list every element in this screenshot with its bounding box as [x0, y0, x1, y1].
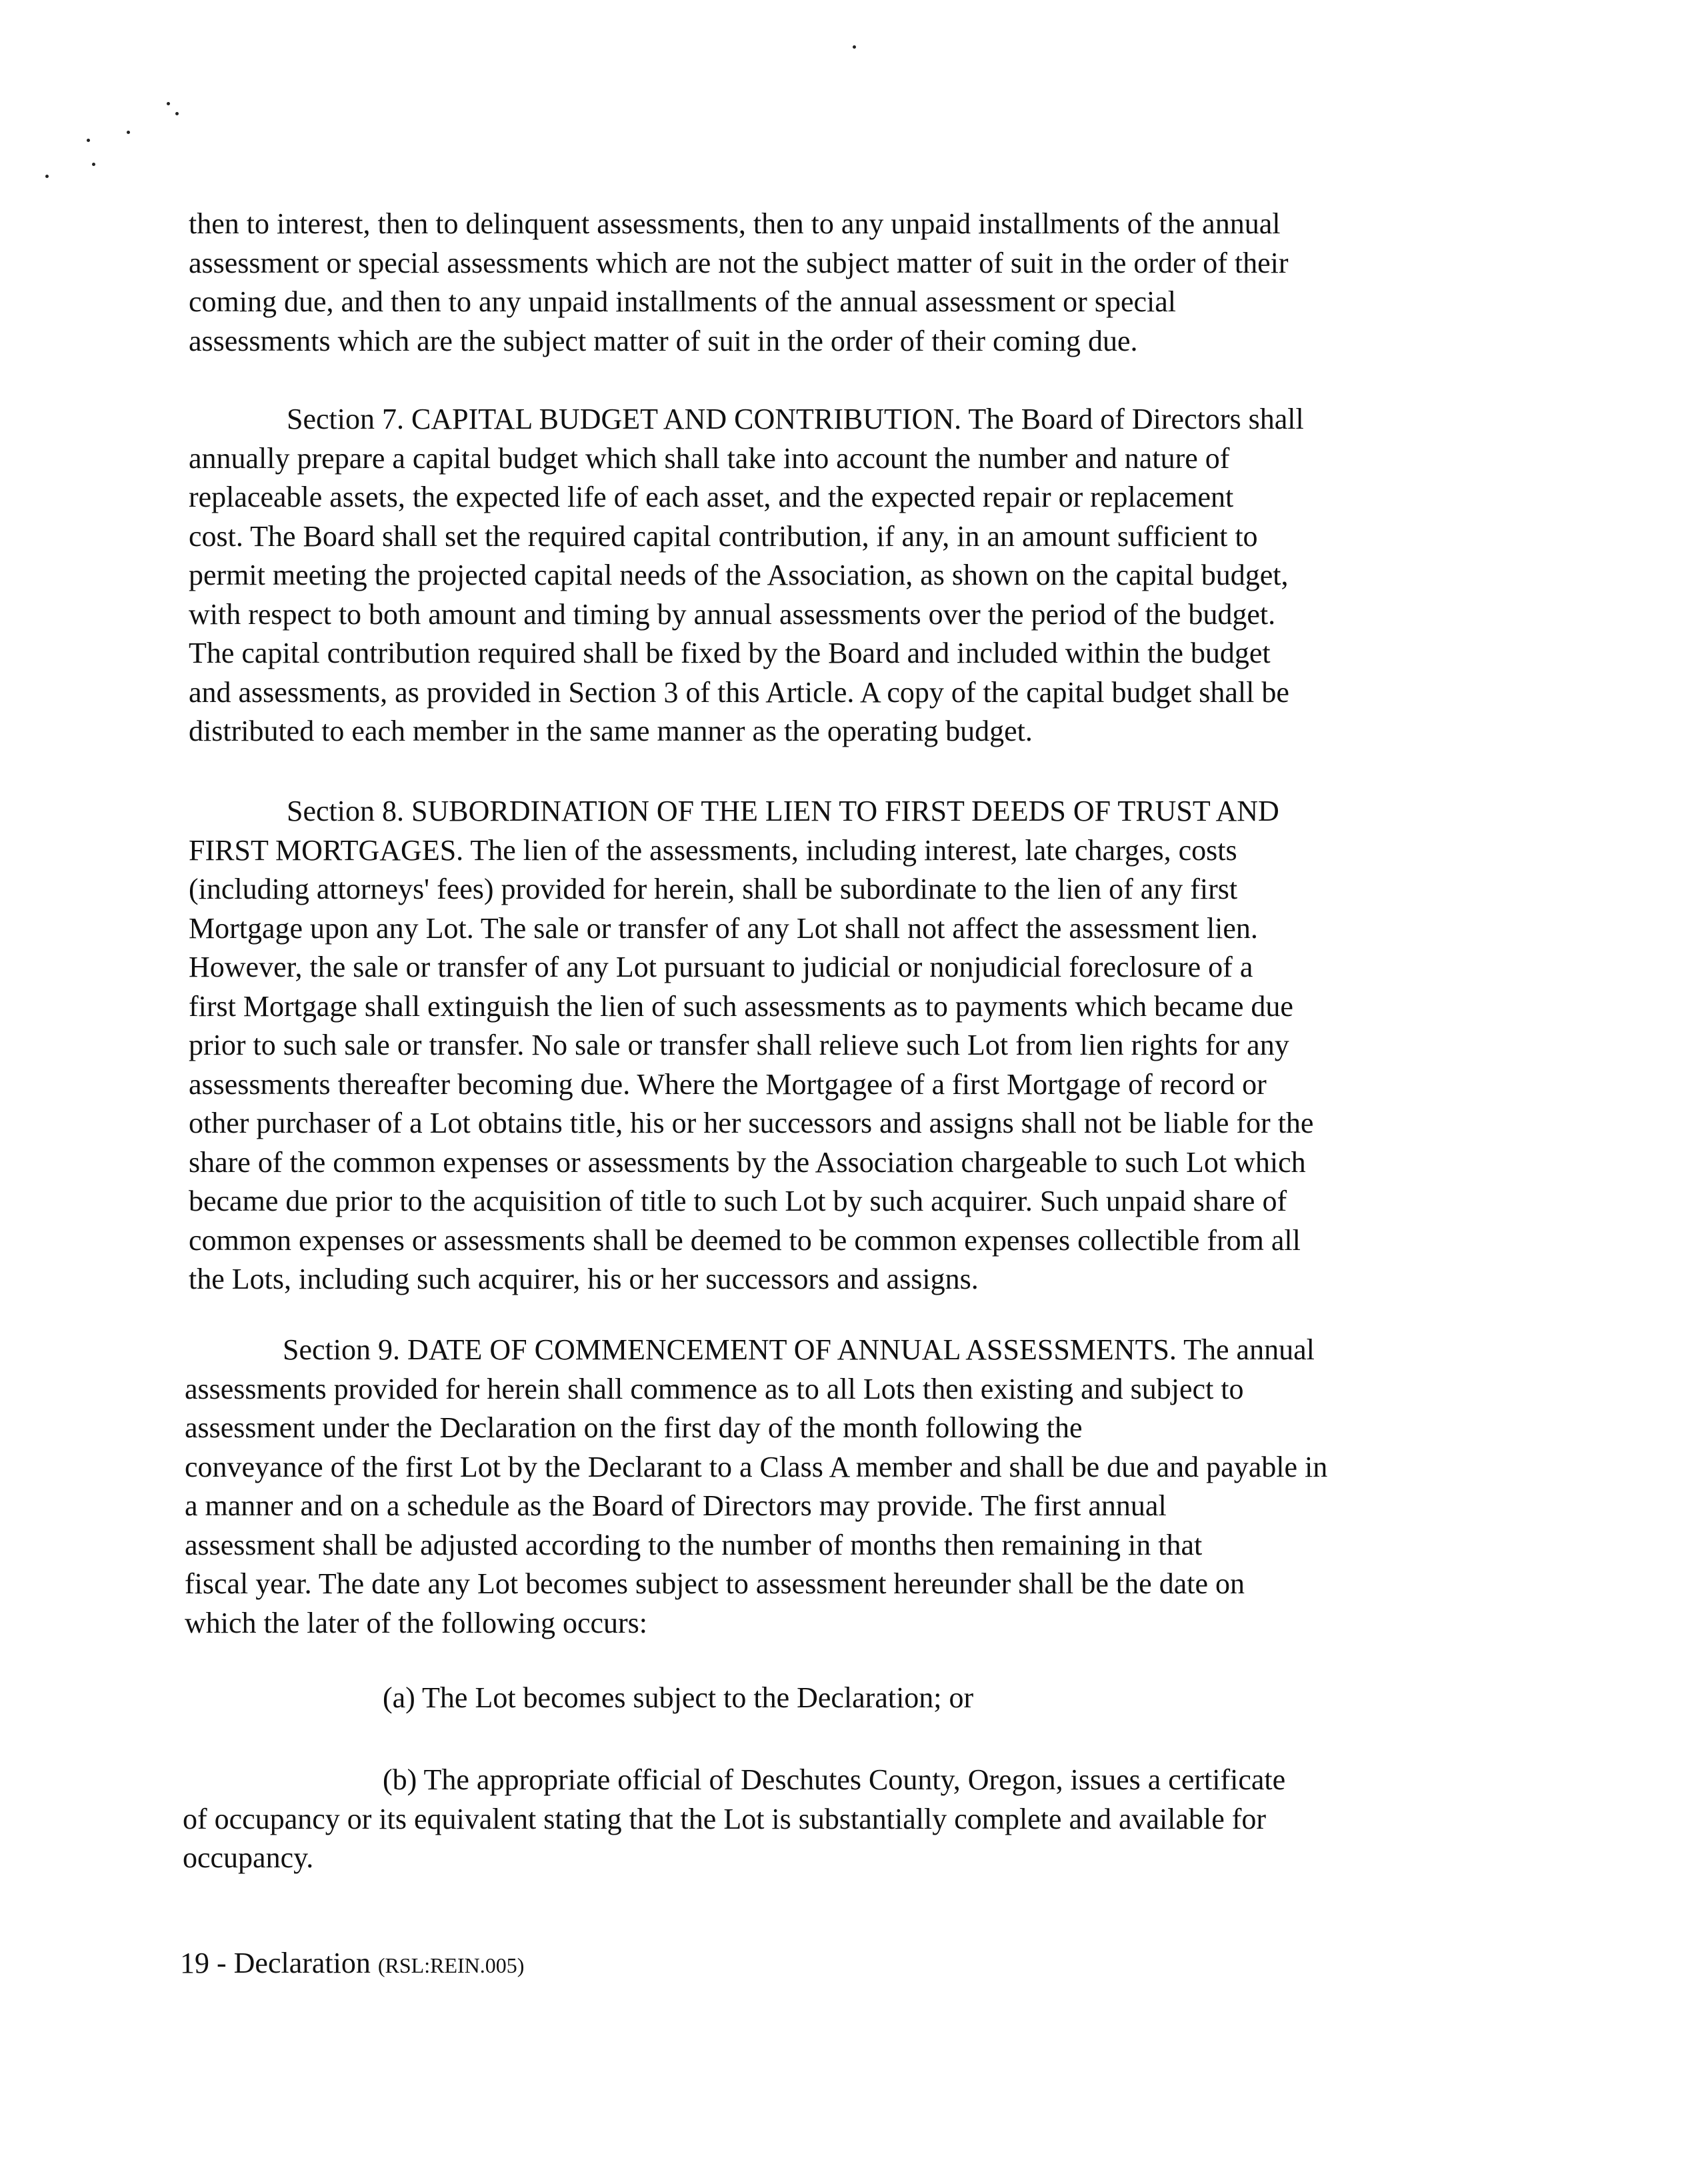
text-line: assessment shall be adjusted according to the number of months then remaining in that [185, 1528, 1203, 1561]
text-line: prior to such sale or transfer. No sale or transfer shall relieve such Lot from lien rights for any [189, 1029, 1289, 1061]
text-line: assessments thereafter becoming due. Where the Mortgagee of a first Mortgage of record or [189, 1067, 1267, 1101]
scan-speck [45, 175, 49, 178]
paragraph-intro-continuation [189, 205, 1289, 361]
text-line: (a) The Lot becomes subject to the Declaration; or [383, 1681, 974, 1714]
section-heading-line: Section 8. SUBORDINATION OF THE LIEN TO FIRST DEEDS OF TRUST AND [287, 795, 1279, 827]
section-heading-line: Section 9. DATE OF COMMENCEMENT OF ANNUAL ASSESSMENTS. The annual [283, 1333, 1315, 1366]
text-line: fiscal year. The date any Lot becomes subject to assessment hereunder shall be the date on [185, 1567, 1245, 1600]
list-item-a [383, 1679, 973, 1718]
text-line: assessment or special assessments which are not the subject matter of suit in the order of their [189, 246, 1289, 279]
text-line: first Mortgage shall extinguish the lien of such assessments as to payments which became due [189, 989, 1293, 1023]
text-line: a manner and on a schedule as the Board of Directors may provide. The first annual [185, 1489, 1167, 1522]
text-line: the Lots, including such acquirer, his or her successors and assigns. [189, 1263, 979, 1295]
text-line: coming due, and then to any unpaid installments of the annual assessment or special [189, 285, 1176, 318]
scan-speck [167, 102, 170, 105]
scan-speck [87, 139, 90, 142]
section-9-date-of-commencement [185, 1331, 1327, 1643]
scan-speck [175, 112, 179, 115]
text-line: replaceable assets, the expected life of each asset, and the expected repair or replacement [189, 481, 1234, 513]
text-line: assessments which are the subject matter of suit in the order of their coming due. [189, 324, 1138, 357]
text-line: occupancy. [183, 1841, 314, 1874]
scan-speck [853, 45, 856, 49]
text-line: and assessments, as provided in Section 3 of this Article. A copy of the capital budget shall be [189, 675, 1289, 709]
scan-speck [127, 131, 130, 134]
text-line: assessment under the Declaration on the first day of the month following the [185, 1411, 1083, 1444]
section-heading-line: Section 7. CAPITAL BUDGET AND CONTRIBUTION. The Board of Directors shall [287, 403, 1304, 435]
section-7-capital-budget [189, 400, 1304, 751]
text-line: (including attorneys' fees) provided for herein, shall be subordinate to the lien of any first [189, 873, 1238, 905]
text-line: with respect to both amount and timing by annual assessments over the period of the budget. [189, 597, 1276, 631]
text-line: annually prepare a capital budget which shall take into account the number and nature of [189, 441, 1230, 475]
text-line: of occupancy or its equivalent stating that the Lot is substantially complete and available for [183, 1802, 1267, 1835]
text-line: The capital contribution required shall be fixed by the Board and included within the budget [189, 637, 1271, 669]
text-line: cost. The Board shall set the required capital contribution, if any, in an amount sufficient to [189, 519, 1258, 553]
text-line: common expenses or assessments shall be deemed to be common expenses collectible from all [189, 1223, 1301, 1257]
text-line: then to interest, then to delinquent assessments, then to any unpaid installments of the annual [189, 207, 1281, 240]
text-line: FIRST MORTGAGES. The lien of the assessments, including interest, late charges, costs [189, 833, 1237, 867]
text-line: permit meeting the projected capital needs of the Association, as shown on the capital budget, [189, 559, 1289, 591]
footer-doc-code: (RSL:REIN.005) [377, 1953, 525, 1977]
text-line: became due prior to the acquisition of title to such Lot by such acquirer. Such unpaid share of [189, 1185, 1287, 1217]
text-line: distributed to each member in the same manner as the operating budget. [189, 715, 1033, 747]
footer-page-label: 19 - Declaration [180, 1947, 371, 1979]
text-line: which the later of the following occurs: [185, 1606, 648, 1639]
text-line: However, the sale or transfer of any Lot pursuant to judicial or nonjudicial foreclosure of a [189, 951, 1253, 983]
section-8-subordination-of-lien [189, 792, 1313, 1299]
text-line: other purchaser of a Lot obtains title, his or her successors and assigns shall not be liable for the [189, 1107, 1314, 1139]
list-item-b [183, 1761, 1285, 1878]
page-footer [180, 1944, 524, 1985]
text-line: share of the common expenses or assessments by the Association chargeable to such Lot which [189, 1145, 1306, 1179]
text-line: assessments provided for herein shall commence as to all Lots then existing and subject to [185, 1372, 1244, 1405]
scan-speck [92, 163, 95, 166]
text-line: conveyance of the first Lot by the Declarant to a Class A member and shall be due and payable in [185, 1450, 1328, 1483]
text-line: (b) The appropriate official of Deschutes County, Oregon, issues a certificate [383, 1763, 1286, 1796]
text-line: Mortgage upon any Lot. The sale or transfer of any Lot shall not affect the assessment lien. [189, 911, 1258, 945]
